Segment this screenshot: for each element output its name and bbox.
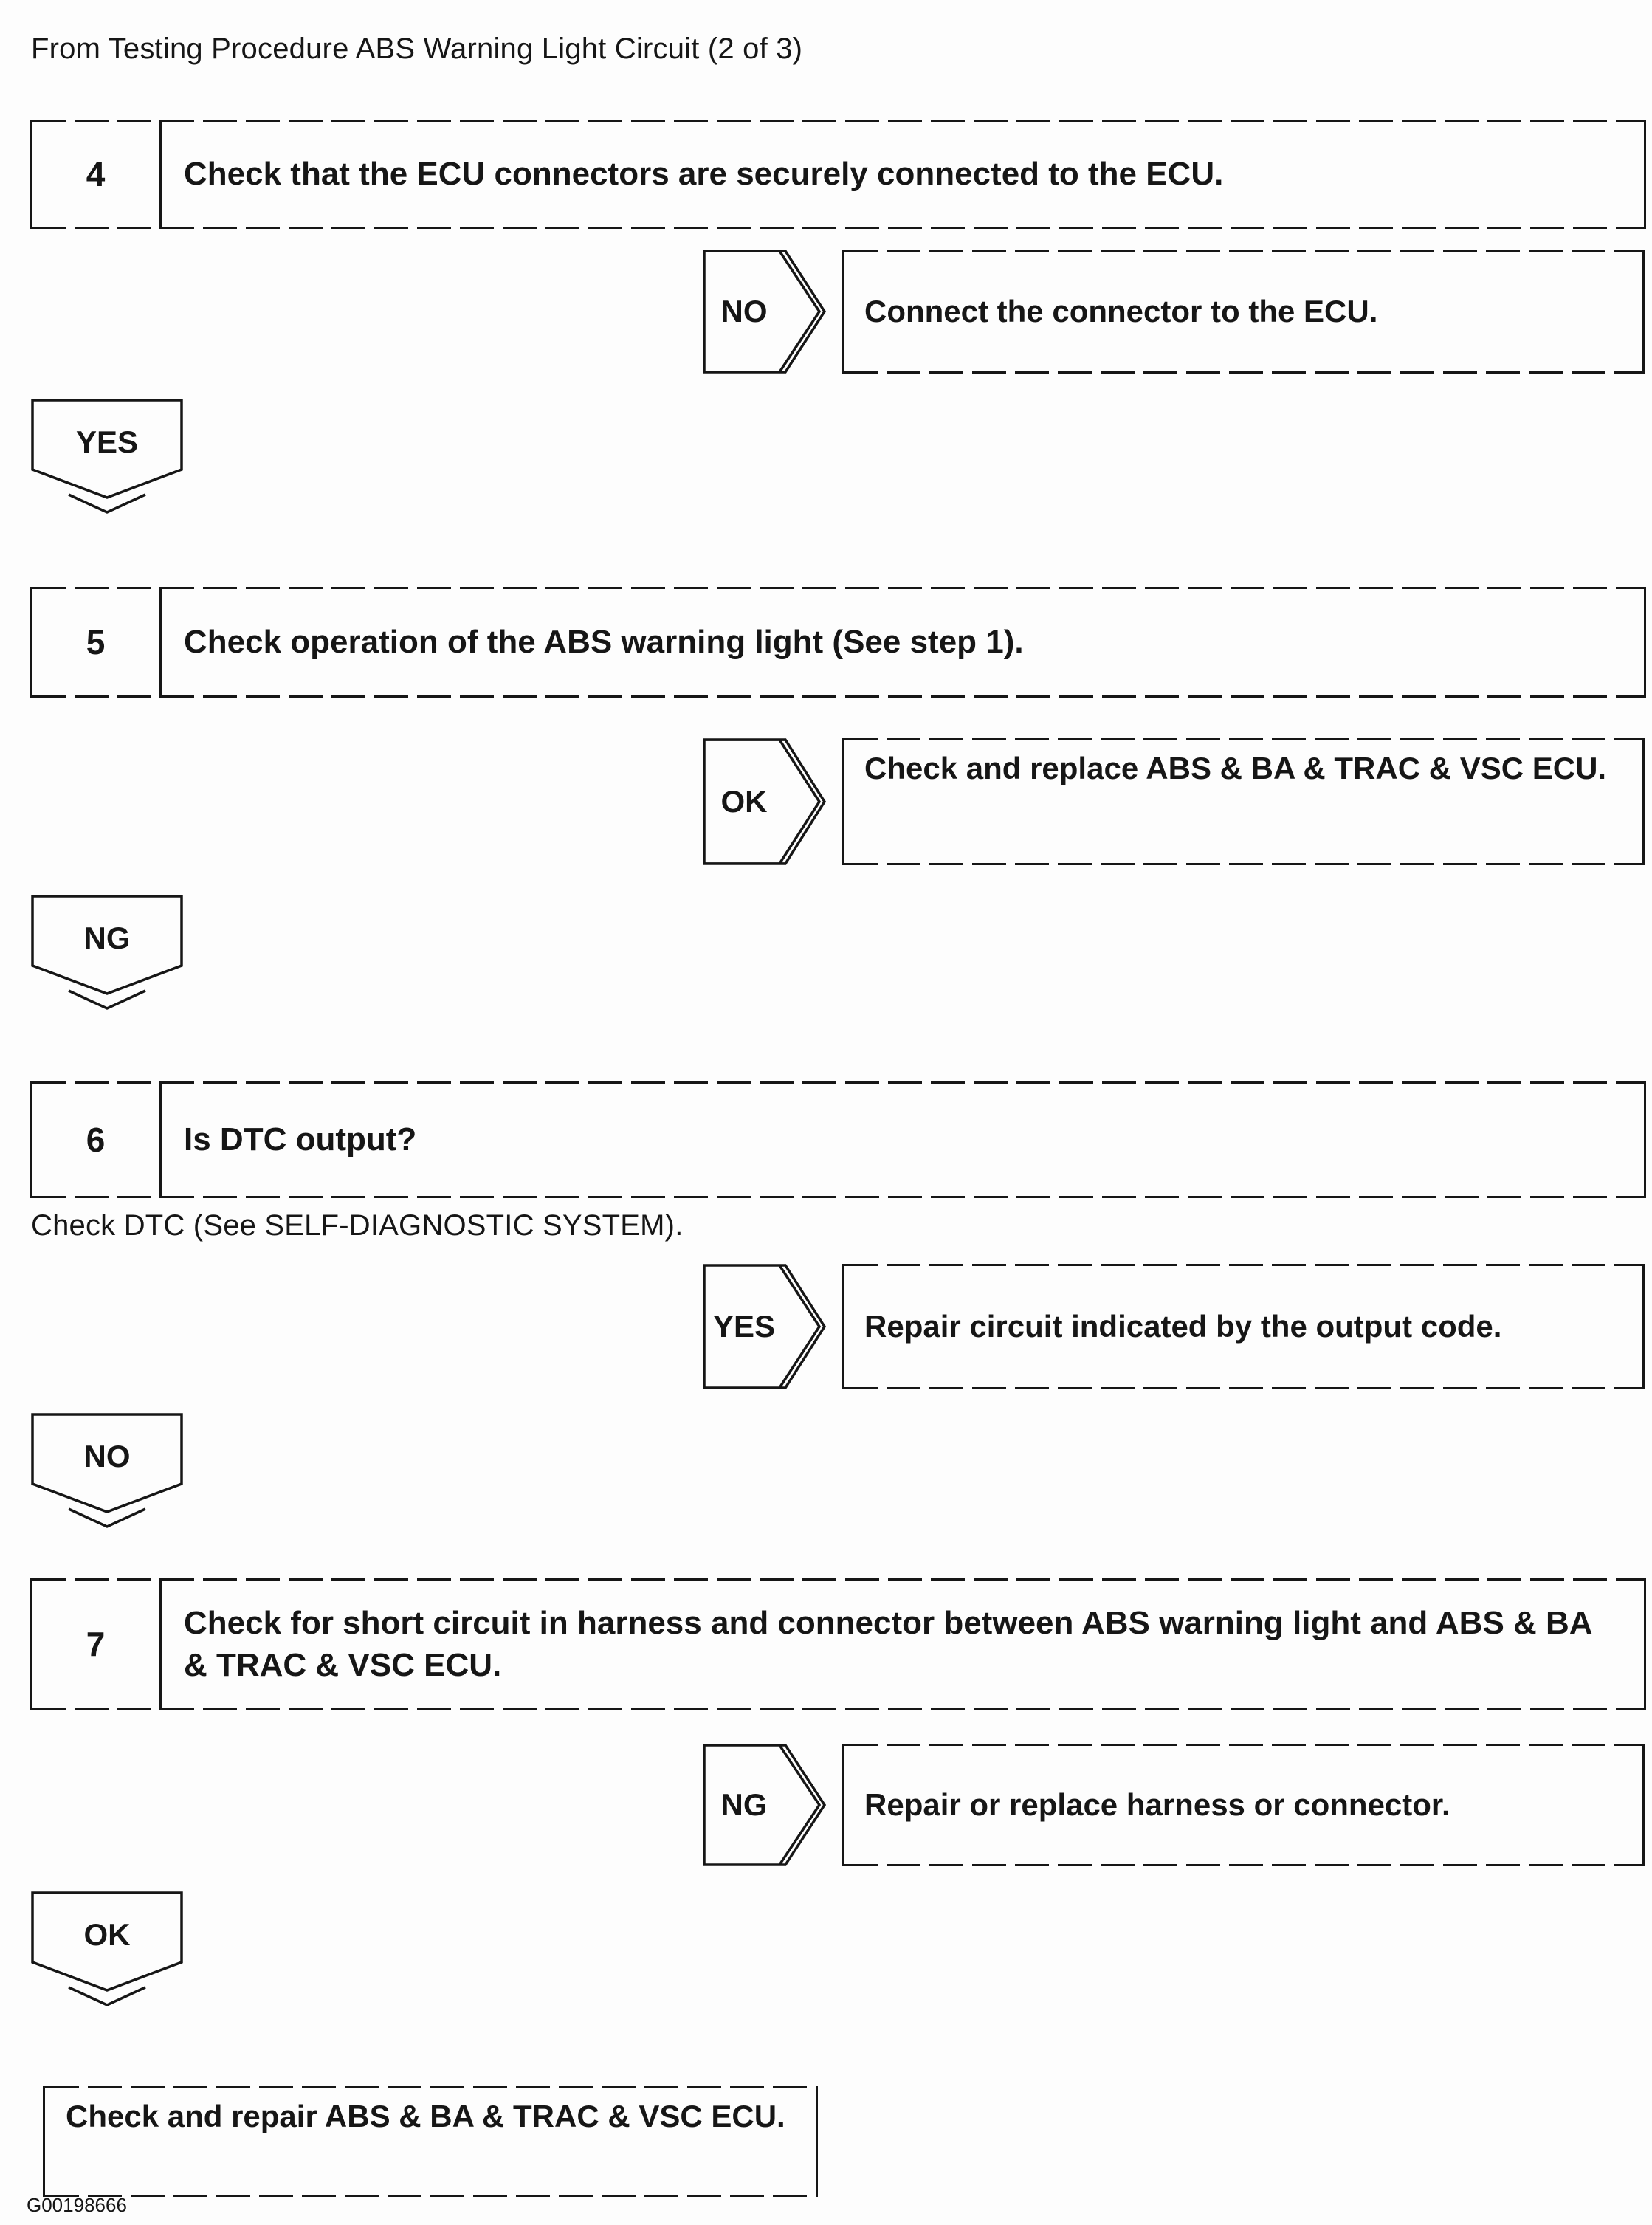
step-4-text: Check that the ECU connectors are securely connected to the ECU. [184,156,1224,193]
result-text: Repair circuit indicated by the output code. [864,1308,1502,1344]
final-action-box [43,2086,818,2197]
step-6-box [30,1081,1646,1198]
step-6-text: Is DTC output? [184,1121,417,1158]
branch-yes-label: YES [712,1309,776,1344]
figure-id: G00198666 [27,2194,127,2216]
branch-no-connector [703,250,827,374]
page-title: From Testing Procedure ABS Warning Light Circuit (2 of 3) [31,32,803,65]
continue-ng-connector [31,895,183,1011]
continue-ng-label: NG [83,921,131,955]
result-text: Connect the connector to the ECU. [864,293,1378,329]
continue-yes-label: YES [75,424,139,459]
final-action-text: Check and repair ABS & BA & TRAC & VSC ECU. [66,2099,785,2133]
branch-yes-connector [703,1264,827,1389]
result-box-ng [842,1744,1645,1866]
branch-no-label: NO [720,294,768,329]
step-7-text: Check for short circuit in harness and connector between ABS warning light and ABS & BA & TRAC & VSC ECU. [184,1604,1591,1683]
branch-ok-connector [703,738,827,865]
result-box-ok [842,738,1645,865]
step-7-number: 7 [32,1578,162,1710]
step-4-number: 4 [32,120,162,229]
step-7-box [30,1578,1646,1710]
step-5-number: 5 [32,587,162,698]
continue-no-label: NO [83,1439,131,1473]
result-box-yes [842,1264,1645,1389]
branch-ng-label: NG [720,1787,768,1822]
continue-ok-label: OK [83,1917,131,1952]
step-6-number: 6 [32,1081,162,1198]
branch-ok-label: OK [720,784,768,819]
result-text: Check and replace ABS & BA & TRAC & VSC ECU. [864,751,1607,785]
step-5-box [30,587,1646,698]
step-4-box [30,120,1646,229]
result-text: Repair or replace harness or connector. [864,1786,1450,1822]
continue-yes-connector [31,399,183,515]
continue-ok-connector [31,1891,183,2008]
step-6-note: Check DTC (See SELF-DIAGNOSTIC SYSTEM). [31,1209,684,1242]
step-5-text: Check operation of the ABS warning light (See step 1). [184,624,1024,661]
branch-ng-connector [703,1744,827,1866]
result-box-no [842,250,1645,374]
continue-no-connector [31,1413,183,1530]
